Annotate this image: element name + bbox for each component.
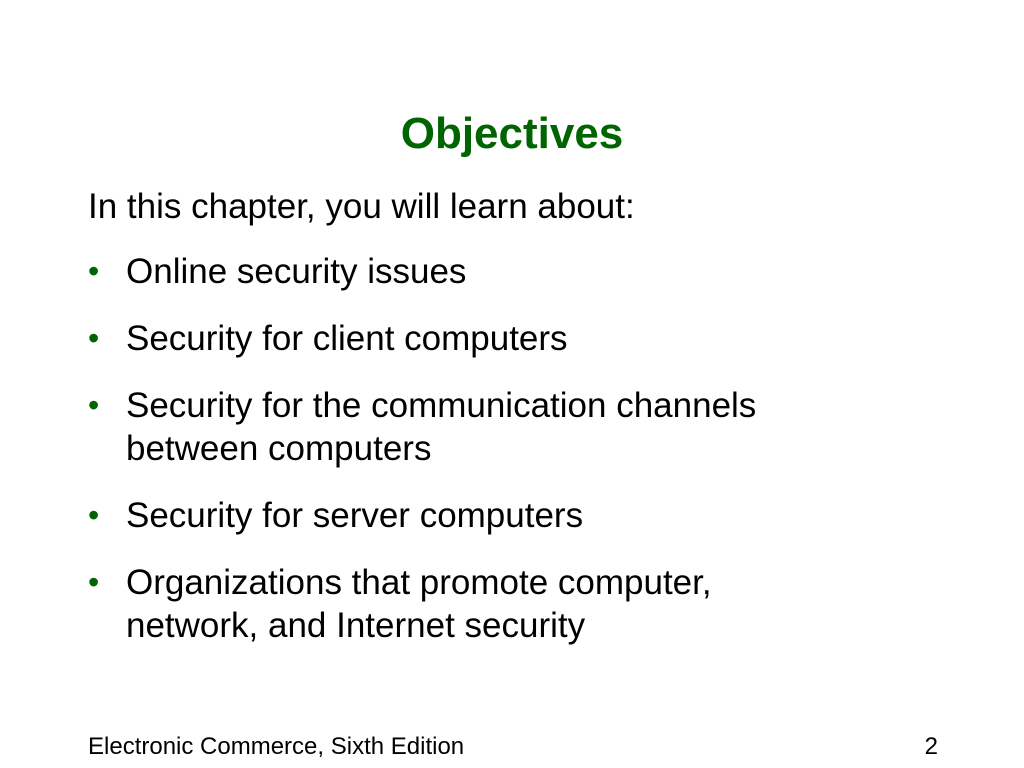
objective-text: Online security issues	[126, 252, 467, 291]
bullet-icon: •	[88, 387, 100, 423]
bullet-icon: •	[88, 497, 100, 533]
bullet-icon: •	[88, 253, 100, 289]
intro-text: In this chapter, you will learn about:	[88, 187, 635, 226]
objective-item	[88, 317, 908, 360]
footer-page-number: 2	[924, 733, 938, 760]
objectives-list	[88, 250, 908, 671]
bullet-icon: •	[88, 564, 100, 600]
footer-book-title: Electronic Commerce, Sixth Edition	[88, 733, 465, 760]
objective-item	[88, 384, 908, 470]
objective-item	[88, 494, 908, 537]
objective-item	[88, 561, 908, 647]
bullet-icon: •	[88, 320, 100, 356]
objective-text: Organizations that promote computer, network, and Internet security	[126, 563, 712, 645]
objective-item	[88, 250, 908, 293]
slide-title: Objectives	[400, 109, 624, 158]
objective-text: Security for server computers	[126, 496, 584, 535]
objective-text: Security for client computers	[126, 319, 568, 358]
objective-text: Security for the communication channels between computers	[126, 386, 757, 468]
